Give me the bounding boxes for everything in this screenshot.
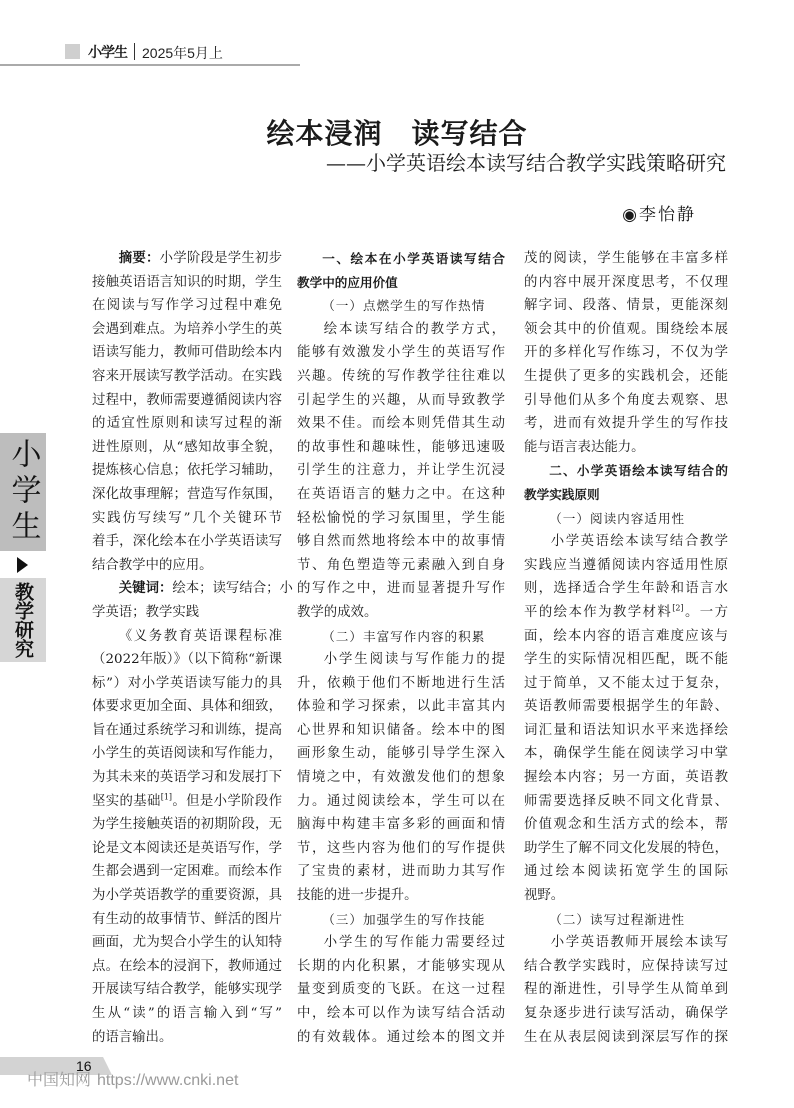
section-tab-label: 小学生 [5,438,41,546]
subsection-heading [524,507,728,531]
header-rule [0,64,300,66]
text-line: 兴趣。传统的写作教学往往难以 [297,368,505,384]
text-line: 小学生的写作能力需要经过 [323,935,505,951]
page-number: 16 [76,1058,92,1074]
section-heading [524,459,728,506]
subsection-heading [297,908,505,932]
text-line: 二、小学英语绘本读写结合的 [549,463,728,479]
text-line: 小学生阅读与写作能力的提 [323,652,505,668]
text-line: 画形象生动，能够引导学生深入 [297,746,505,762]
text-line: 绘本读写结合的教学方式， [323,321,505,337]
text-line: （二）读写过程渐进性 [549,911,686,927]
text-line: 够自然而然地将绘本中的故事情 [297,534,505,550]
journal-logo: 小学生 [88,45,127,61]
text-line: 程的渐进性，引导学生从简单到 [524,982,728,998]
text-line: 过程中，教师需要遵循阅读内容 [92,392,282,408]
text-line: 考，进而有效提升学生的写作技 [524,416,728,432]
issue-date: 2025年5月上 [142,45,223,61]
text-line: 引导他们从多个角度去观察、思 [524,392,728,408]
text-line: 量变到质变的飞跃。在这一过程 [297,982,505,998]
text-line: 《义务教育英语课程标准 [118,628,282,644]
text-line: 教学的成效。 [297,604,378,620]
text-line: 开的多样化写作练习，不仅为学 [524,345,728,361]
text-line: 有生动的故事情节、鲜活的图片 [92,911,282,927]
text-line: 的故事性和趣味性，能够迅速吸 [297,439,505,455]
text-line: 在英语语言的魅力之中。在这种 [297,486,505,502]
paragraph [92,625,282,1050]
label: 关键词： [118,581,173,597]
text-line: 摘要：小学阶段是学生初步 [118,251,283,266]
text-line: 中，绘本可以作为读写结合活动 [297,1006,505,1021]
text-line: 能与语言表达能力。 [524,439,645,455]
text-line: 语读写能力，教师可借助绘本内 [92,345,282,361]
text-line: 节、角色塑造等元素融入到自身 [297,557,505,573]
text-line: 点。在绘本的浸润下，教师通过 [92,958,282,974]
text-line: 引起学生的兴趣，从而导致教学 [297,392,505,408]
text-line: 助学生了解不同文化发展的特色， [524,840,728,856]
text-line: 视野。 [524,888,565,904]
header-square-mark [65,44,80,59]
citation-ref: [1] [160,792,173,802]
subsection-heading [297,294,505,318]
text-line: 结合教学实践时，应保持读写过 [524,958,728,974]
text-line: 脑海中构建丰富多彩的画面和情 [297,817,505,833]
text-line: 着手，深化绘本在小学英语读写 [92,534,282,550]
text-line: 生提供了更多的实践机会，还能 [524,368,728,384]
text-line: 坚实的基础[1]。但是小学阶段作 [92,792,283,809]
text-line: 了宝贵的素材，进而助力其写作 [297,864,505,880]
text-line: 小学生的英语阅读和写作能力， [92,746,282,762]
watermark-name: 中国知网 [27,1072,92,1089]
text-line: （二）丰富写作内容的积累 [322,628,486,644]
text-line: （一）点燃学生的写作热情 [322,298,486,314]
text-line: 接触英语语言知识的时期，学生 [92,274,282,290]
text-line: 小学英语教师开展绘本读写 [550,935,728,951]
text-line: 握绘本内容；另一方面，英语教 [524,770,728,786]
text-line: 长期的内化积累，才能够实现从 [297,958,505,974]
text-line: 生从“读”的语言输入到“写” [92,1006,282,1021]
text-line: 结合教学中的应用。 [92,557,213,573]
text-column-1 [92,247,293,1049]
text-column-2 [297,247,505,1049]
text-line: 为其未来的英语学习和发展打下 [92,770,282,786]
text-line: 体要求更加全面、具体和细致， [92,699,282,715]
text-line: 深化故事理解；营造写作氛围， [92,486,282,502]
subsection-heading [524,908,728,932]
text-line: 学生的实际情况相匹配，既不能 [524,652,728,668]
text-line: 教学中的应用价值 [297,274,398,290]
text-line: 小学英语绘本读写结合教学 [550,534,728,550]
text-line: 能够有效激发小学生的英语写作 [297,345,505,361]
header-divider [134,43,135,60]
text-line: 的适宜性原则和读写过程的渐 [92,416,282,432]
paragraph [92,577,293,624]
article-title: 绘本浸润 读写结合 [266,117,528,150]
text-line: 节，这些内容为他们的写作提供 [297,840,505,856]
text-line: 技能的进一步提升。 [297,888,418,904]
paragraph [524,247,728,459]
paragraph [297,318,505,625]
text-line: 论是文本阅读还是英语写作，学 [92,840,282,856]
text-line: 教学实践原则 [524,486,600,502]
text-line: 英语教师需要根据学生的年龄、 [524,699,728,715]
text-line: 体验和学习探索，以此丰富其内 [297,699,505,715]
text-line: 心世界和知识储备。绘本中的图 [297,722,505,738]
text-column-3 [524,247,728,1049]
text-line: 升，依赖于他们不断地进行生活 [297,675,505,691]
label: 摘要： [118,251,160,266]
text-line: 力。通过阅读绘本，学生可以在 [297,793,505,809]
text-line: 的内容中展开深度思考，不仅理 [524,274,728,290]
article-author: ◉李怡静 [622,205,696,225]
text-line: 生在从表层阅读到深层写作的探 [524,1029,728,1045]
text-line: 画面，尤为契合小学生的认知特 [92,935,282,951]
text-line: 情境之中，有效激发他们的想象 [297,770,505,786]
text-line: 生都会遇到一定困难。而绘本作 [92,864,282,880]
text-line: 在阅读与写作学习过程中难免 [92,298,282,314]
text-line: 茂的阅读，学生能够在丰富多样 [524,251,728,266]
text-line: 领会其中的价值观。围绕绘本展 [524,321,728,337]
paragraph [297,931,505,1049]
citation-ref: [2] [672,603,684,613]
text-line: 实践仿写续写”几个关键环节 [92,510,282,526]
text-line: 旨在通过系统学习和训练，提高 [92,722,282,738]
text-line: 为学生接触英语的初期阶段，无 [92,817,282,833]
text-line: （一）阅读内容适用性 [549,510,686,526]
text-line: 本，确保学生能在阅读学习中掌 [524,746,728,762]
text-line: 面，绘本内容的语言难度应该与 [524,628,728,644]
text-line: 开展读写结合教学，能够实现学 [92,982,282,998]
text-line: 效果不佳。而绘本则凭借其生动 [297,416,505,432]
text-line: 提炼核心信息；依托学习辅助， [92,463,282,479]
text-line: 过于简单，又不能太过于复杂， [524,675,728,691]
section-tab [0,433,46,551]
text-line: 的有效载体。通过绘本的图文并 [297,1029,505,1045]
text-line: 引学生的注意力，并让学生沉浸 [297,463,505,479]
text-line: 通过绘本阅读拓宽学生的国际 [524,864,728,880]
text-line: （2022年版）》（以下简称“新课 [92,652,282,668]
text-line: 标”）对小学英语读写能力的具 [92,675,282,691]
paragraph [92,247,282,577]
text-line: 一、绘本在小学英语读写结合 [322,251,505,266]
text-line: 复杂逐步进行读写活动，确保学 [524,1006,728,1021]
text-line: 会遇到难点。为培养小学生的英 [92,321,282,337]
triangle-pointer-icon [17,557,28,573]
paragraph [297,648,505,908]
text-line: 则，选择适合学生年龄和语言水 [524,581,728,597]
cnki-watermark [27,1067,238,1090]
subsection-tab [0,578,46,662]
text-line: 的语言输出。 [92,1029,173,1045]
text-line: 的写作之中，进而显著提升写作 [297,581,505,597]
text-line: 师需要选择反映不同文化背景、 [524,793,728,809]
text-line: 学英语；教学实践 [92,604,200,620]
text-line: 容来开展读写教学活动。在实践 [92,368,282,384]
subsection-tab-label: 教学研究 [12,582,34,658]
text-line: 解字词、段落、情景，更能深刻 [524,298,728,314]
paragraph [524,931,728,1049]
text-line: 进性原则，从“感知故事全貌， [92,439,282,455]
watermark-url: https://www.cnki.net [97,1072,239,1089]
text-line: （三）加强学生的写作技能 [322,911,486,927]
text-line: 关键词：绘本；读写结合；小 [118,581,293,597]
text-line: 价值观念和生活方式的绘本，帮 [524,817,728,833]
section-heading [297,247,505,294]
text-line: 轻松愉悦的学习氛围里，学生能 [297,510,505,526]
text-line: 词汇量和语法知识水平来选择绘 [524,722,728,738]
paragraph [524,530,728,908]
text-line: 为小学英语教学的重要资源，具 [92,888,282,904]
article-subtitle: ——小学英语绘本读写结合教学实践策略研究 [326,151,726,175]
text-line: 平的绘本作为教学材料[2]。一方 [524,603,729,620]
subsection-heading [297,625,505,649]
text-line: 实践应当遵循阅读内容适用性原 [524,557,728,573]
